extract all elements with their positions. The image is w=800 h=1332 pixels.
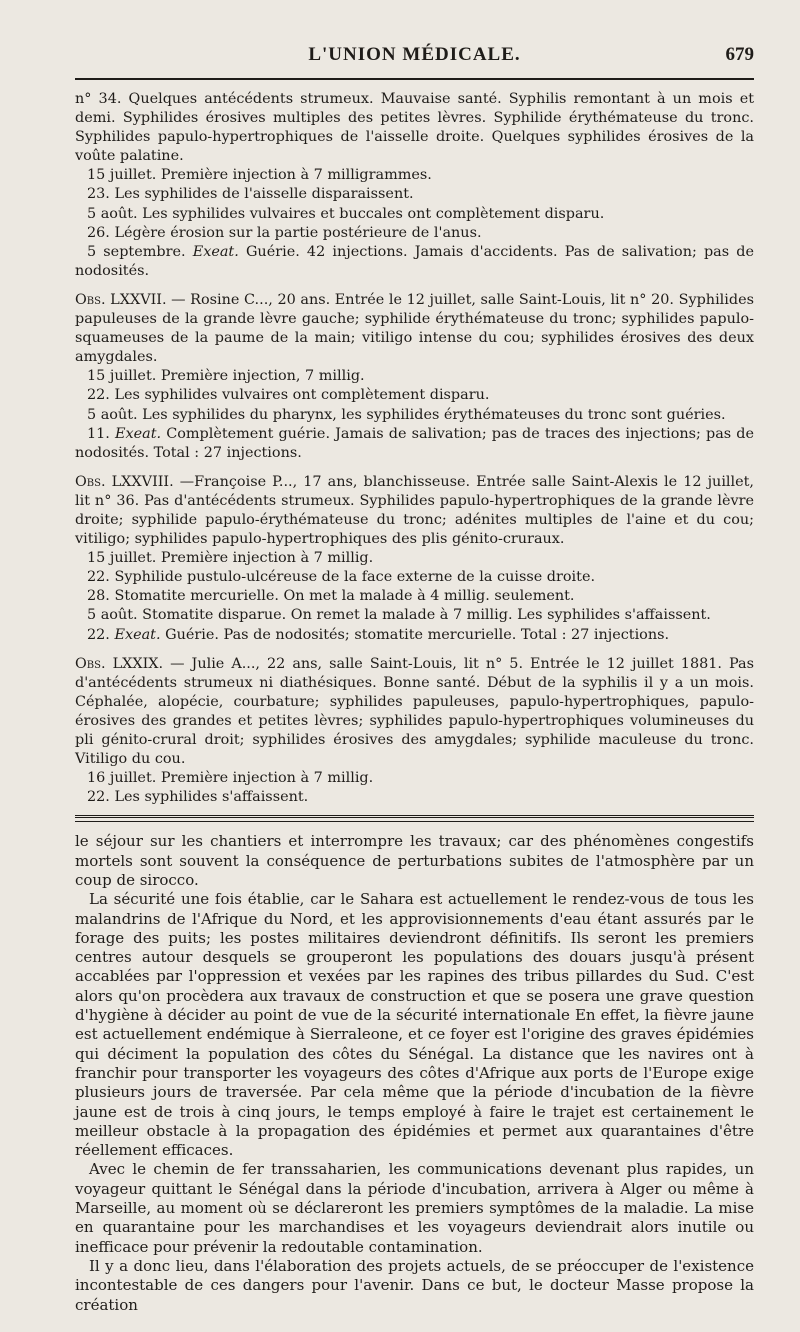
obs77-entry: 22. Les syphilides vulvaires ont complètement disparu.	[87, 387, 490, 404]
page-number: 679	[725, 44, 754, 65]
article-paragraph: Il y a donc lieu, dans l'élaboration des projets actuels, de se préoccuper de l'existence incontestable de ces dangers pour l'avenir. Dans ce but, le docteur Masse propose la création	[75, 1256, 754, 1314]
entry-date: 11.	[87, 425, 110, 442]
observation-label: Obs. LXXIX.	[75, 655, 164, 672]
obs76-entry: 15 juillet. Première injection à 7 milligrammes.	[87, 167, 432, 184]
entry-text: Complètement guérie. Jamais de salivation; pas de traces des injections; pas de nodosités. Total : 27 injections.	[75, 425, 754, 461]
obs76-entry	[75, 243, 754, 281]
main-article	[75, 832, 754, 1314]
obs77-entry	[75, 425, 754, 463]
entry-date: 5 septembre.	[87, 243, 186, 260]
obs77-entry: 5 août. Les syphilides du pharynx, les syphilides érythémateuses du tronc sont guéries.	[87, 406, 726, 423]
obs78-entry	[75, 626, 754, 645]
clinical-observations	[75, 90, 754, 807]
obs79-entry: 16 juillet. Première injection à 7 millig.	[87, 770, 374, 787]
obs79-entry: 22. Les syphilides s'affaissent.	[87, 789, 309, 806]
obs79-intro	[75, 655, 754, 770]
entry-text: Guérie. Pas de nodosités; stomatite mercurielle. Total : 27 injections.	[165, 626, 670, 643]
article-paragraph: le séjour sur les chantiers et interrompre les travaux; car des phénomènes congestifs mortels sont souvent la conséquence de perturbations subites de l'atmosphère par un coup de sirocco.	[75, 832, 754, 889]
obs76-continuation: n° 34. Quelques antécédents strumeux. Mauvaise santé. Syphilis remontant à un mois et demi. Syphilides érosives multiples des petites lèvres. Syphilide érythémateuse du tronc. Syphilides papulo-hypertrophiques de l'aisselle droite. Quelques syphilides érosives de la voûte palatine.	[75, 91, 754, 165]
exeat-mark: Exeat.	[192, 243, 239, 260]
header-rule	[75, 78, 754, 80]
obs78-entry: 28. Stomatite mercurielle. On met la malade à 4 millig. seulement.	[87, 588, 575, 605]
entry-date: 22.	[87, 626, 110, 643]
observation-text: — Rosine C..., 20 ans. Entrée le 12 juillet, salle Saint-Louis, lit n° 20. Syphilides papuleuses de la grande lèvre gauche; syphilide érythémateuse du tronc; syphilides papulo-squameuses de la paume de la main; vitiligo intense du cou; syphilides érosives des deux amygdales.	[75, 291, 754, 366]
obs76-entry: 5 août. Les syphilides vulvaires et buccales ont complètement disparu.	[87, 205, 605, 222]
obs77-intro	[75, 291, 754, 367]
exeat-mark: Exeat.	[114, 626, 161, 643]
observation-label: Obs. LXXVII.	[75, 291, 167, 308]
obs78-entry: 15 juillet. Première injection à 7 millig.	[87, 550, 374, 567]
section-separator	[75, 815, 754, 822]
observation-text: — Julie A..., 22 ans, salle Saint-Louis, lit n° 5. Entrée le 12 juillet 1881. Pas d'antécédents strumeux ni diathésiques. Bonne santé. Début de la syphilis il y a un mois. Céphalée, alopécie, courbature; syphilides papuleuses, papulo-hypertrophiques, papulo-érosives des grandes et petites lèvres; syphilides papulo-hypertrophiques volumineuses du pli génito-crural droit; syphilides érosives des amygdales; syphilide maculeuse du tronc. Vitiligo du cou.	[75, 655, 755, 768]
article-paragraph: Avec le chemin de fer transsaharien, les communications devenant plus rapides, un voyageur quittant le Sénégal dans la période d'incubation, arrivera à Alger ou même à Marseille, au moment où se déclareront les premiers symptômes de la maladie. La mise en quarantaine pour les marchandises et les voyageurs deviendrait alors inutile ou inefficace pour prévenir la redoutable contamination.	[75, 1160, 754, 1256]
exeat-mark: Exeat.	[115, 425, 162, 442]
article-paragraph: La sécurité une fois établie, car le Sahara est actuellement le rendez-vous de tous les malandrins de l'Afrique du Nord, et les approvisionnements d'eau étant assurés par le forage des puits; les postes militaires deviendront définitifs. Ils seront les premiers centres autour desquels se grouperont les populations des douars jusqu'à présent accablées par l'oppression et vexées par les rapines des tribus pillardes du Sud. C'est alors qu'on procèdera aux travaux de construction et que se posera une grave question d'hygiène à décider au point de vue de la sécurité internationale En effet, la fièvre jaune est actuellement endémique à Sierraleone, et ce foyer est l'origine des graves épidémies qui déciment la population des côtes du Sénégal. La distance que les navires ont à franchir pour transporter les voyageurs des côtes d'Afrique aux ports de l'Europe exige plusieurs jours de traversée. Par cela même que la période d'incubation de la fièvre jaune est de trois à cinq jours, le temps employé à faire le trajet est certainement le meilleur obstacle à la propagation des épidémies et permet aux quarantaines d'être réellement efficaces.	[75, 890, 754, 1160]
running-title: L'UNION MÉDICALE.	[308, 44, 521, 65]
obs78-entry: 22. Syphilide pustulo-ulcéreuse de la face externe de la cuisse droite.	[87, 569, 596, 586]
entry-text: Guérie. 42 injections. Jamais d'accidents. Pas de salivation; pas de nodosités.	[75, 243, 755, 279]
obs77-entry: 15 juillet. Première injection, 7 millig.	[87, 368, 365, 385]
obs78-entry: 5 août. Stomatite disparue. On remet la malade à 7 millig. Les syphilides s'affaissent.	[87, 607, 711, 624]
obs78-intro	[75, 473, 754, 549]
page-header	[75, 44, 754, 74]
observation-text: —Françoise P..., 17 ans, blanchisseuse. Entrée salle Saint-Alexis le 12 juillet, lit n° 36. Pas d'antécédents strumeux. Syphilides papulo-hypertrophiques de la grande lèvre droite; syphilide papulo-érythémateuse du tronc; adénites multiples de l'aine et du cou; vitiligo; syphilides papulo-hypertrophiques des plis génito-cruraux.	[75, 473, 754, 548]
obs76-entry: 23. Les syphilides de l'aisselle disparaissent.	[87, 186, 414, 203]
observation-label: Obs. LXXVIII.	[75, 473, 174, 490]
obs76-entry: 26. Légère érosion sur la partie postérieure de l'anus.	[87, 224, 482, 241]
